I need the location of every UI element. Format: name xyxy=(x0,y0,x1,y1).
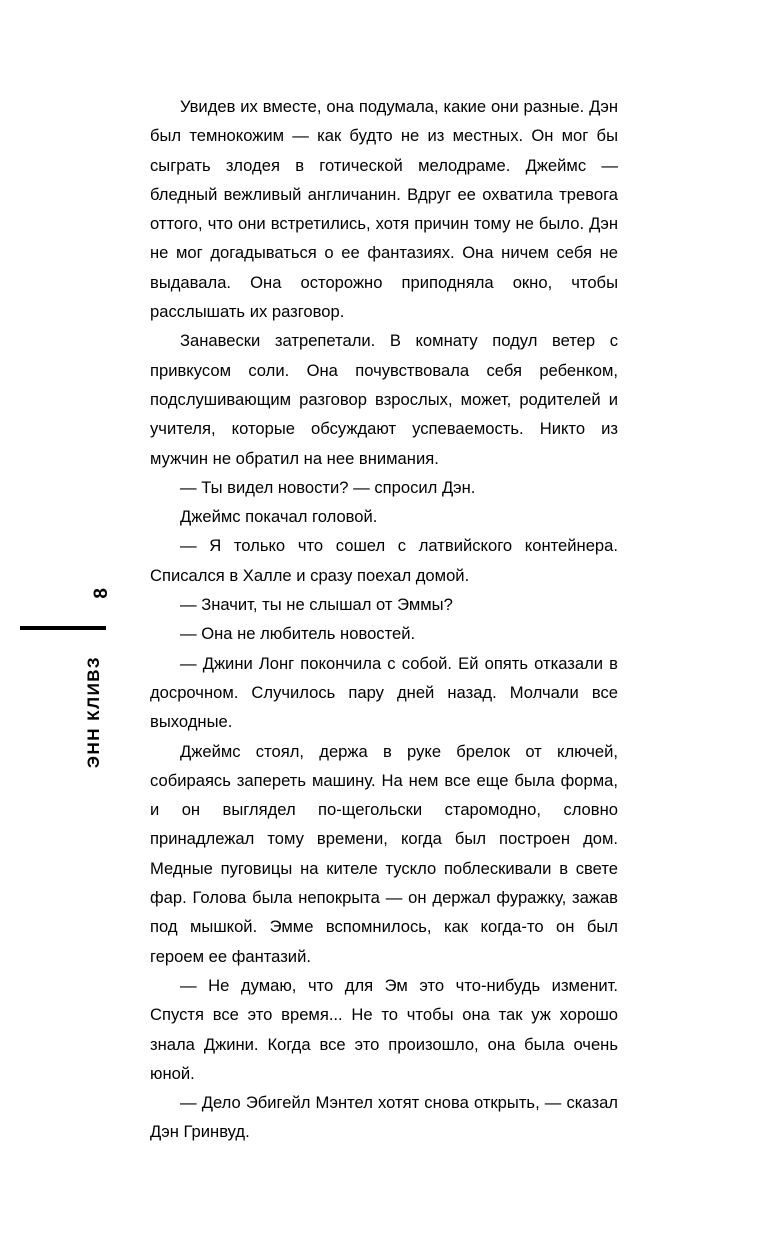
paragraph: — Не думаю, что для Эм это что-нибудь изменит. Спустя все это время... Не то чтобы она так уж хорошо знала Джини. Когда все это произошло, она была очень юной. xyxy=(150,975,618,1083)
running-head-author: ЭНН КЛИВЗ xyxy=(84,656,103,769)
body-text-column xyxy=(150,92,618,1147)
paragraph: — Джини Лонг покончила с собой. Ей опять отказали в досрочном. Случилось пару дней назад. Молчали все выходные. xyxy=(150,653,618,732)
paragraph: Увидев их вместе, она подумала, какие они разные. Дэн был темнокожим — как будто не из местных. Он мог бы сыграть злодея в готической мелодраме. Джеймс — бледный вежливый англичанин. Вдруг ее охватила тревога оттого, что они встретились, хотя причин тому не было. Дэн не мог догадываться о ее фантазиях. Она ничем себя не выдавала. Она осторожно приподняла окно, чтобы расслышать их разговор. xyxy=(150,97,618,322)
paragraph: — Она не любитель новостей. xyxy=(180,624,416,644)
margin-divider-rule xyxy=(20,626,106,630)
paragraph: Занавески затрепетали. В комнату подул ветер с привкусом соли. Она почувствовала себя ребенком, подслушивающим разговор взрослых, может, родителей и учителя, которые обсуждают успеваемость. Никто из мужчин не обратил на нее внимания. xyxy=(150,331,618,468)
page-number: 8 xyxy=(91,588,112,599)
paragraph: — Дело Эбигейл Мэнтел хотят снова открыть, — сказал Дэн Гринвуд. xyxy=(150,1093,618,1142)
paragraph: — Значит, ты не слышал от Эммы? xyxy=(180,595,453,615)
paragraph: — Ты видел новости? — спросил Дэн. xyxy=(180,477,476,497)
paragraph: Джеймс стоял, держа в руке брелок от ключей, собираясь запереть машину. На нем все еще была форма, и он выглядел по-щегольски старомодно, словно принадлежал тому времени, когда был построен дом. Медные пуговицы на кителе тускло поблескивали в свете фар. Голова была непокрыта — он держал фуражку, зажав под мышкой. Эмме вспомнилось, как когда-то он был героем ее фантазий. xyxy=(150,741,618,966)
paragraph: — Я только что сошел с латвийского контейнера. Списался в Халле и сразу поехал домой. xyxy=(150,536,618,585)
paragraph: Джеймс покачал головой. xyxy=(180,507,378,527)
page-margin-apparatus xyxy=(0,588,150,788)
